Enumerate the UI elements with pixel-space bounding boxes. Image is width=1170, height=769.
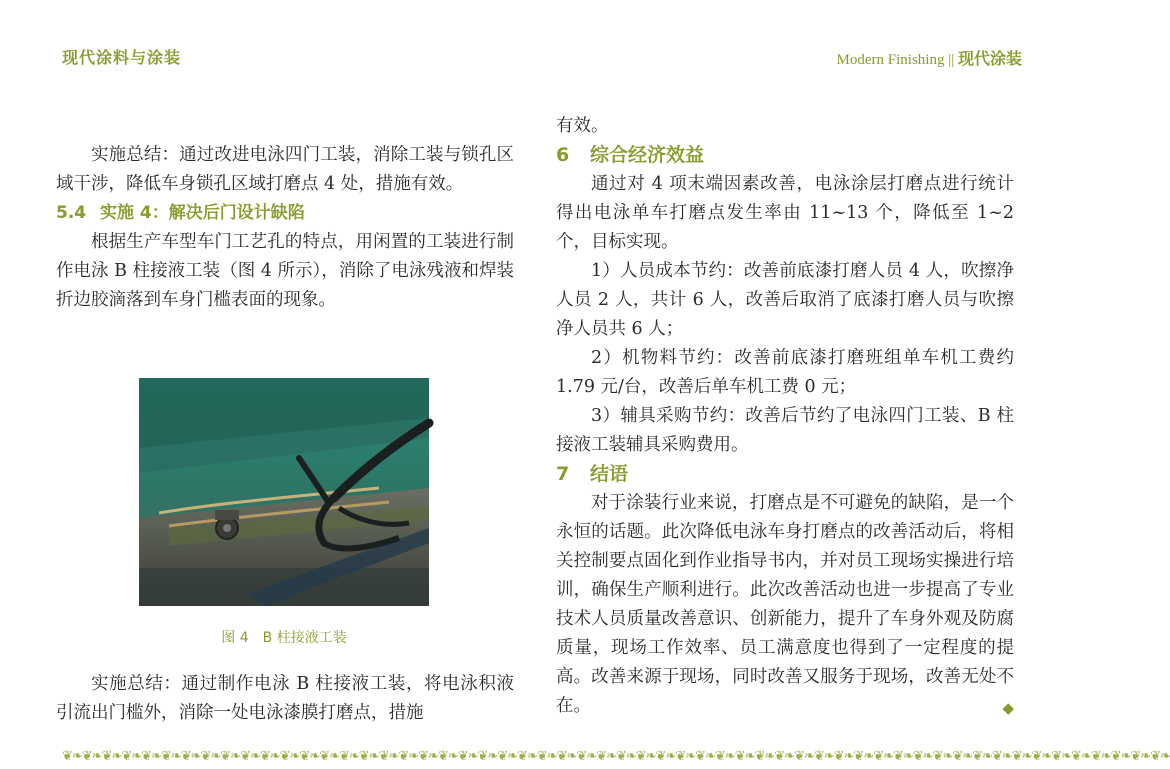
section-number: 6 xyxy=(556,144,570,166)
header-separator: || xyxy=(948,52,955,68)
paragraph: 实施总结：通过制作电泳 B 柱接液工装，将电泳积液引流出门槛外，消除一处电泳漆膜打磨点，措施 xyxy=(56,674,514,723)
paragraph: 2）机物料节约：改善前底漆打磨班组单车机工费约 1.79 元/台，改善后单车机工费 0 元； xyxy=(556,348,1014,397)
left-column-bottom xyxy=(56,670,514,728)
journal-title-right xyxy=(837,46,1022,69)
figure-caption: 图 4 B 柱接液工装 xyxy=(221,630,347,646)
end-mark-icon: ◆ xyxy=(1002,699,1014,717)
fixture-photo-illustration xyxy=(139,378,429,606)
section-heading-7 xyxy=(556,460,1014,489)
paragraph-text: 对于涂装行业来说，打磨点是不可避免的缺陷，是一个永恒的话题。此次降低电泳车身打磨点的改善活动后，将相关控制要点固化到作业指导书内，并对员工现场实操进行培训，确保生产顺利进行。此次改善活动也进一步提高了专业技术人员质量改善意识、创新能力，提升了车身外观及防腐质量，现场工作效率、员工满意度也得到了一定程度的提高。改善来源于现场，同时改善又服务于现场，改善无处不在。 xyxy=(556,493,1014,716)
paragraph: 通过对 4 项末端因素改善，电泳涂层打磨点进行统计得出电泳单车打磨点发生率由 11~13 个，降低至 1~2 个，目标实现。 xyxy=(556,174,1014,252)
figure-b-pillar-fixture-photo xyxy=(139,378,429,606)
paragraph-continuation: 有效。 xyxy=(556,116,609,136)
journal-title: 现代涂料与涂装 xyxy=(62,48,182,67)
section-number: 5.4 xyxy=(56,203,87,223)
journal-title-cn: 现代涂装 xyxy=(957,49,1022,68)
paragraph: 实施总结：通过改进电泳四门工装，消除工装与锁孔区域干涉，降低车身锁孔区域打磨点 4 处，措施有效。 xyxy=(56,145,514,194)
right-column xyxy=(556,112,1014,723)
paragraph: 根据生产车型车门工艺孔的特点，用闲置的工装进行制作电泳 B 柱接液工装（图 4 所示），消除了电泳残液和焊装折边胶滴落到车身门槛表面的现象。 xyxy=(56,232,514,310)
section-heading-6 xyxy=(556,141,1014,170)
left-column-top xyxy=(56,141,514,315)
section-heading-5-4 xyxy=(56,199,514,228)
decorative-border: ❦❧❦❧❦❧❦❧❦❧❦❧❦❧❦❧❦❧❦❧❦❧❦❧❦❧❦❧❦❧❦❧❦❧❦❧❦❧❦❧❦❧❦❧❦❧❦❧❦❧❦❧❦❧❦❧❦❧❦❧❦❧❦❧❦❧❦❧❦❧❦❧❦❧❦❧❦❧❦❧❦❧❦❧❦❧❦❧❦❧❦❧❦❧❦❧❦❧❦❧❦❧❦❧❦❧❦❧❦❧❦❧ xyxy=(62,749,1170,764)
paragraph xyxy=(556,489,1014,721)
journal-title-en: Modern Finishing xyxy=(836,52,945,68)
paragraph: 3）辅具采购节约：改善后节约了电泳四门工装、B 柱接液工装辅具采购费用。 xyxy=(556,406,1014,455)
section-title: 综合经济效益 xyxy=(590,144,705,166)
paragraph: 1）人员成本节约：改善前底漆打磨人员 4 人，吹擦净人员 2 人，共计 6 人，改善后取消了底漆打磨人员与吹擦净人员共 6 人； xyxy=(556,261,1014,339)
section-number: 7 xyxy=(556,463,570,485)
section-title: 实施 4：解决后门设计缺陷 xyxy=(100,203,305,223)
section-title: 结语 xyxy=(590,463,629,485)
